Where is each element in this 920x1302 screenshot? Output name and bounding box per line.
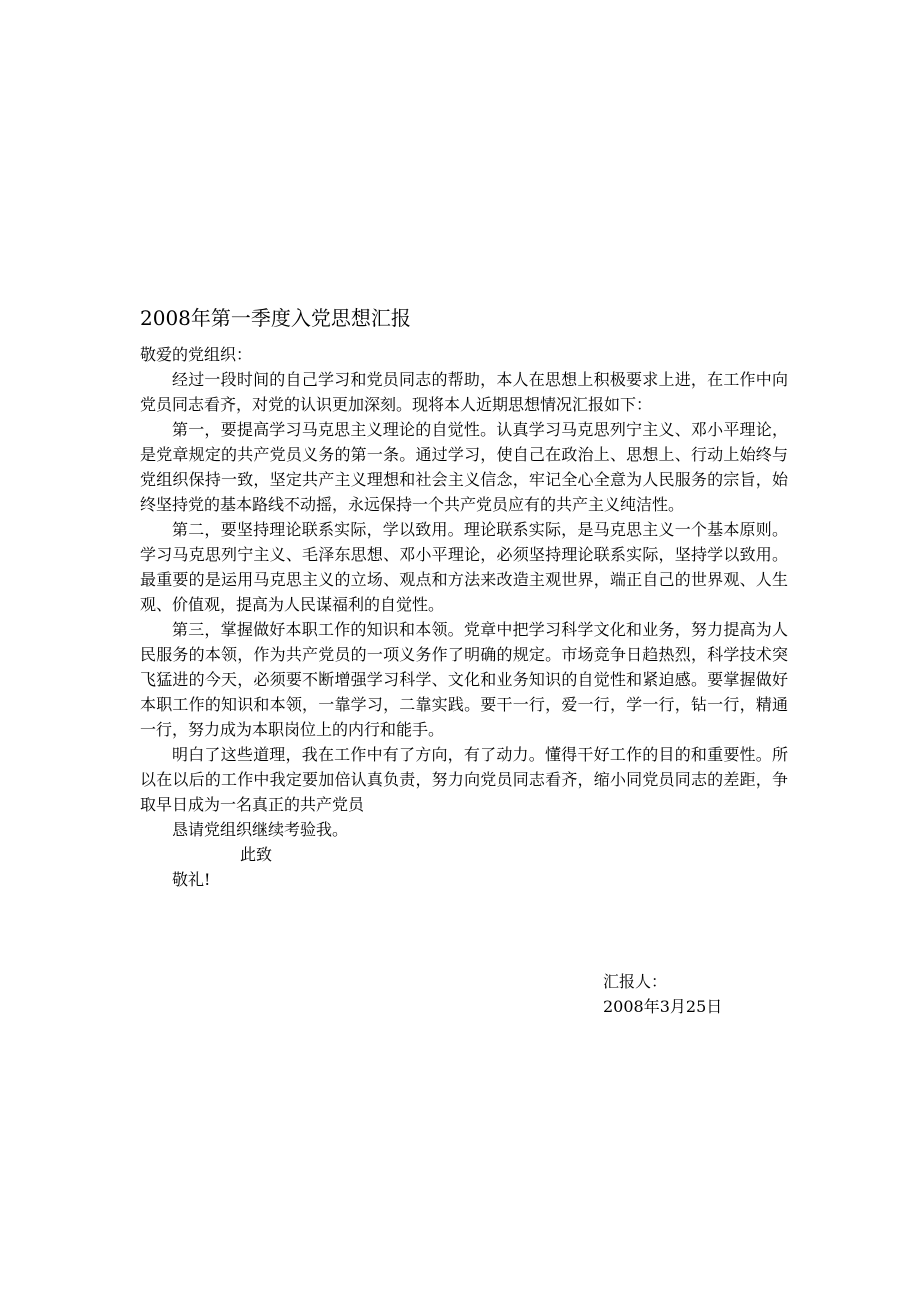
paragraph-third-point: 第三，掌握做好本职工作的知识和本领。党章中把学习科学文化和业务，努力提高为人民服务的本领，作为共产党员的一项义务作了明确的规定。市场竞争日趋热烈，科学技术突飞猛进的今天，必须要不断增强学习科学、文化和业务知识的自觉性和紧迫感。要掌握做好本职工作的知识和本领，一靠学习，二靠实践。要干一行，爱一行，学一行，钻一行，精通一行，努力成为本职岗位上的内行和能手。 bbox=[140, 620, 788, 739]
document-title: 2008年第一季度入党思想汇报 bbox=[140, 306, 411, 330]
report-date: 2008年3月25日 bbox=[603, 997, 723, 1016]
salutation: 敬爱的党组织： bbox=[140, 345, 253, 364]
document-body bbox=[140, 303, 788, 892]
paragraph-conclusion: 明白了这些道理，我在工作中有了方向，有了动力。懂得干好工作的目的和重要性。所以在以后的工作中我定要加倍认真负责，努力向党员同志看齐，缩小同党员同志的差距，争取早日成为一名真正的共产党员 bbox=[140, 745, 788, 814]
closing-salute: 此致 bbox=[240, 845, 273, 864]
paragraph-intro: 经过一段时间的自己学习和党员同志的帮助，本人在思想上积极要求上进，在工作中向党员同志看齐，对党的认识更加深刻。现将本人近期思想情况汇报如下： bbox=[140, 370, 788, 414]
paragraph-second-point: 第二，要坚持理论联系实际，学以致用。理论联系实际，是马克思主义一个基本原则。学习马克思列宁主义、毛泽东思想、邓小平理论，必须坚持理论联系实际，坚持学以致用。最重要的是运用马克思主义的立场、观点和方法来改造主观世界，端正自己的世界观、人生观、价值观，提高为人民谋福利的自觉性。 bbox=[140, 520, 788, 614]
closing-respect: 敬礼! bbox=[172, 870, 211, 889]
signature-block bbox=[603, 969, 722, 1019]
signer-label: 汇报人： bbox=[603, 972, 668, 991]
paragraph-first-point: 第一，要提高学习马克思主义理论的自觉性。认真学习马克思列宁主义、邓小平理论，是党章规定的共产党员义务的第一条。通过学习，使自己在政治上、思想上、行动上始终与党组织保持一致，坚定共产主义理想和社会主义信念，牢记全心全意为人民服务的宗旨，始终坚持党的基本路线不动摇，永远保持一个共产党员应有的共产主义纯洁性。 bbox=[140, 420, 788, 514]
paragraph-request: 恳请党组织继续考验我。 bbox=[172, 820, 349, 839]
